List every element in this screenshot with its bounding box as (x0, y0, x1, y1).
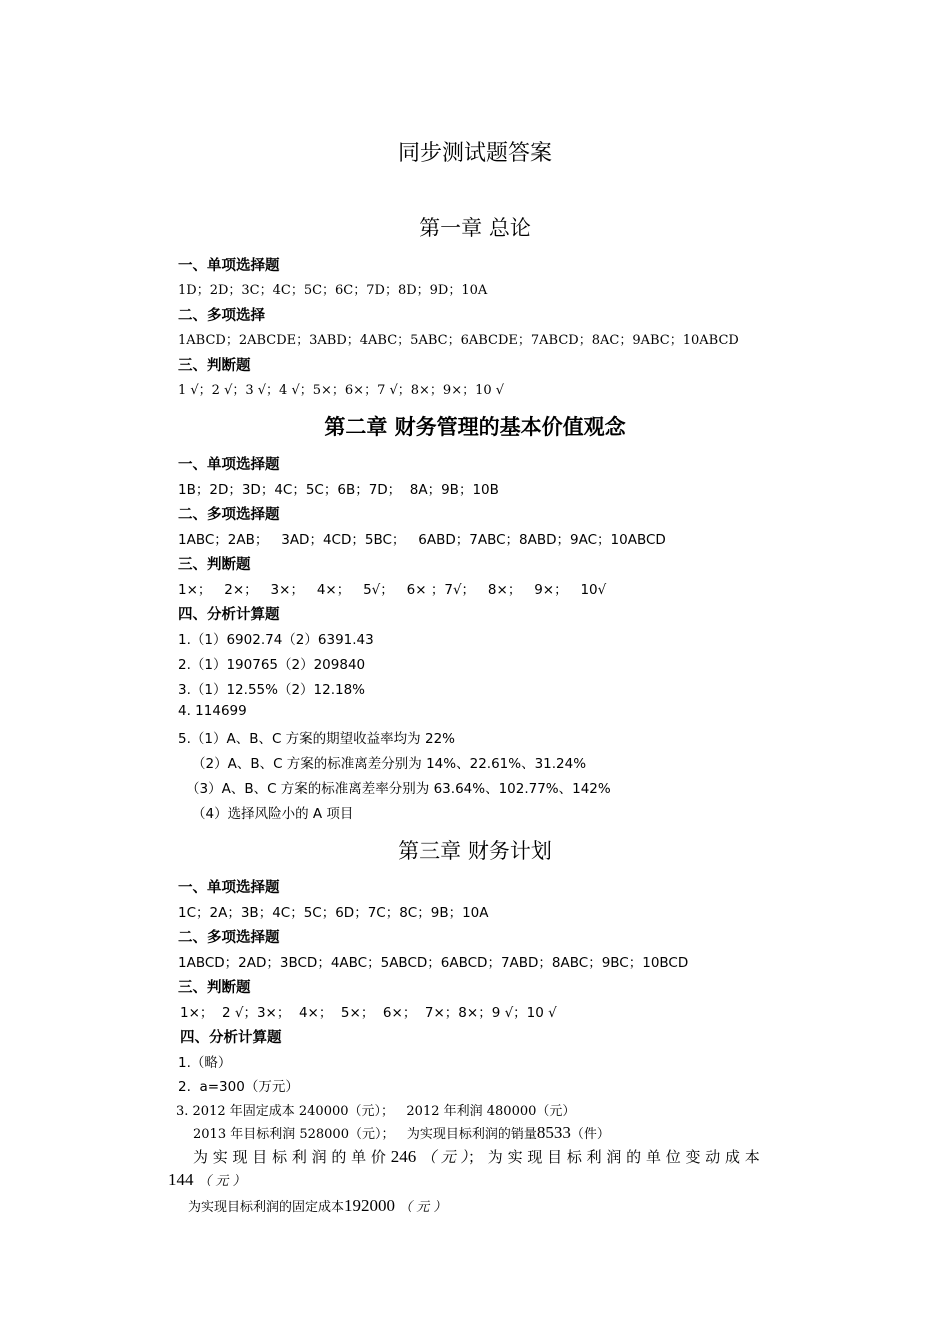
chapter-1-heading: 第一章 总论 (419, 216, 531, 240)
ch3-calc-answer-3-line4 (168, 1170, 246, 1190)
ch2-section-single-choice: 一、单项选择题 (178, 457, 280, 473)
ch2-calc-answer-3: 3.（1）12.55%（2）12.18% (178, 682, 366, 698)
ch2-calc-answer-5-part4: （4）选择风险小的 A 项目 (192, 806, 354, 822)
ch1-section-multi-choice: 二、多项选择 (178, 308, 265, 324)
ch2-calc-answer-5-part1: 5.（1）A、B、C 方案的期望收益率均为 22% (178, 731, 455, 747)
ch3-section-true-false: 三、判断题 (178, 980, 251, 996)
chapter-3-heading: 第三章 财务计划 (398, 839, 552, 863)
ch1-true-false-answers: 1 √；2 √；3 √；4 √；5×；6×；7 √；8×；9×；10 √ (178, 383, 505, 398)
ch2-calc-answer-1: 1.（1）6902.74（2）6391.43 (178, 632, 374, 648)
ch3-unit-price-value: 246 (390, 1147, 417, 1166)
ch2-true-false-answers: 1×； 2×； 3×； 4×； 5√； 6× ；7√； 8×； 9×； 10√ (178, 582, 607, 598)
ch3-fixed-cost-unit: （ 元 ） (399, 1200, 447, 1215)
ch3-calc-answer-3-line1: 3. 2012 年固定成本 240000（元）； 2012 年利润 480000（元） (176, 1104, 576, 1119)
ch3-section-calculation: 四、分析计算题 (180, 1030, 282, 1046)
ch3-fixed-cost-label: 为实现目标利润的固定成本 (188, 1200, 345, 1215)
ch1-single-choice-answers: 1D；2D；3C；4C；5C；6C；7D；8D；9D；10A (178, 283, 488, 298)
ch2-section-calculation: 四、分析计算题 (178, 607, 280, 623)
ch2-calc-answer-5-part3: （3）A、B、C 方案的标准离差率分别为 63.64%、102.77%、142% (186, 781, 611, 797)
ch3-calc-answer-1: 1.（略） (178, 1055, 232, 1071)
ch3-calc-answer-2: 2. a=300（万元） (178, 1079, 299, 1095)
ch3-target-profit-text: 2013 年目标利润 528000（元）； 为实现目标利润的销量 (193, 1127, 537, 1142)
ch3-unit-price-unit: （ 元 ） (420, 1148, 469, 1166)
page-title: 同步测试题答案 (397, 141, 552, 166)
ch3-fixed-cost-value: 192000 (344, 1196, 396, 1215)
ch3-sales-volume: 8533 (536, 1123, 571, 1142)
ch2-section-true-false: 三、判断题 (178, 557, 251, 573)
ch2-calc-answer-4: 4. 114699 (178, 703, 247, 719)
chapter-2-heading: 第二章 财务管理的基本价值观念 (324, 415, 626, 439)
ch3-sales-volume-unit: （件） (570, 1127, 610, 1142)
ch2-calc-answer-5-part2: （2）A、B、C 方案的标准离差分别为 14%、22.61%、31.24% (192, 756, 587, 772)
ch2-multi-choice-answers: 1ABC；2AB； 3AD；4CD；5BC； 6ABD；7ABC；8ABD；9AC；10ABCD (178, 532, 666, 548)
ch1-multi-choice-answers: 1ABCD；2ABCDE；3ABD；4ABC；5ABC；6ABCDE；7ABCD；8AC；9ABC；10ABCD (178, 333, 739, 348)
ch3-single-choice-answers: 1C；2A；3B；4C；5C；6D；7C；8C；9B；10A (178, 905, 489, 921)
ch2-section-multi-choice: 二、多项选择题 (178, 507, 280, 523)
ch3-unit-variable-cost-label: ； 为 实 现 目 标 利 润 的 单 位 变 动 成 本 (468, 1148, 760, 1166)
ch3-calc-answer-3-line5 (188, 1196, 446, 1216)
ch1-section-single-choice: 一、单项选择题 (178, 258, 280, 274)
ch3-section-single-choice: 一、单项选择题 (178, 880, 280, 896)
ch3-unit-variable-cost-unit: （ 元 ） (198, 1174, 246, 1189)
ch3-multi-choice-answers: 1ABCD；2AD；3BCD；4ABC；5ABCD；6ABCD；7ABD；8ABC；9BC；10BCD (178, 955, 689, 971)
ch3-calc-answer-3-line3 (193, 1146, 760, 1167)
ch3-calc-answer-3-line2 (193, 1123, 610, 1143)
ch3-unit-price-label: 为 实 现 目 标 利 润 的 单 价 (193, 1148, 386, 1166)
ch3-true-false-answers: 1×； 2 √；3×； 4×； 5×； 6×； 7×；8×；9 √；10 √ (180, 1005, 557, 1021)
ch1-section-true-false: 三、判断题 (178, 358, 251, 374)
ch2-single-choice-answers: 1B；2D；3D；4C；5C；6B；7D； 8A；9B；10B (178, 482, 499, 498)
ch3-section-multi-choice: 二、多项选择题 (178, 930, 280, 946)
ch2-calc-answer-2: 2.（1）190765（2）209840 (178, 657, 366, 673)
ch3-unit-variable-cost-value: 144 (168, 1170, 194, 1189)
